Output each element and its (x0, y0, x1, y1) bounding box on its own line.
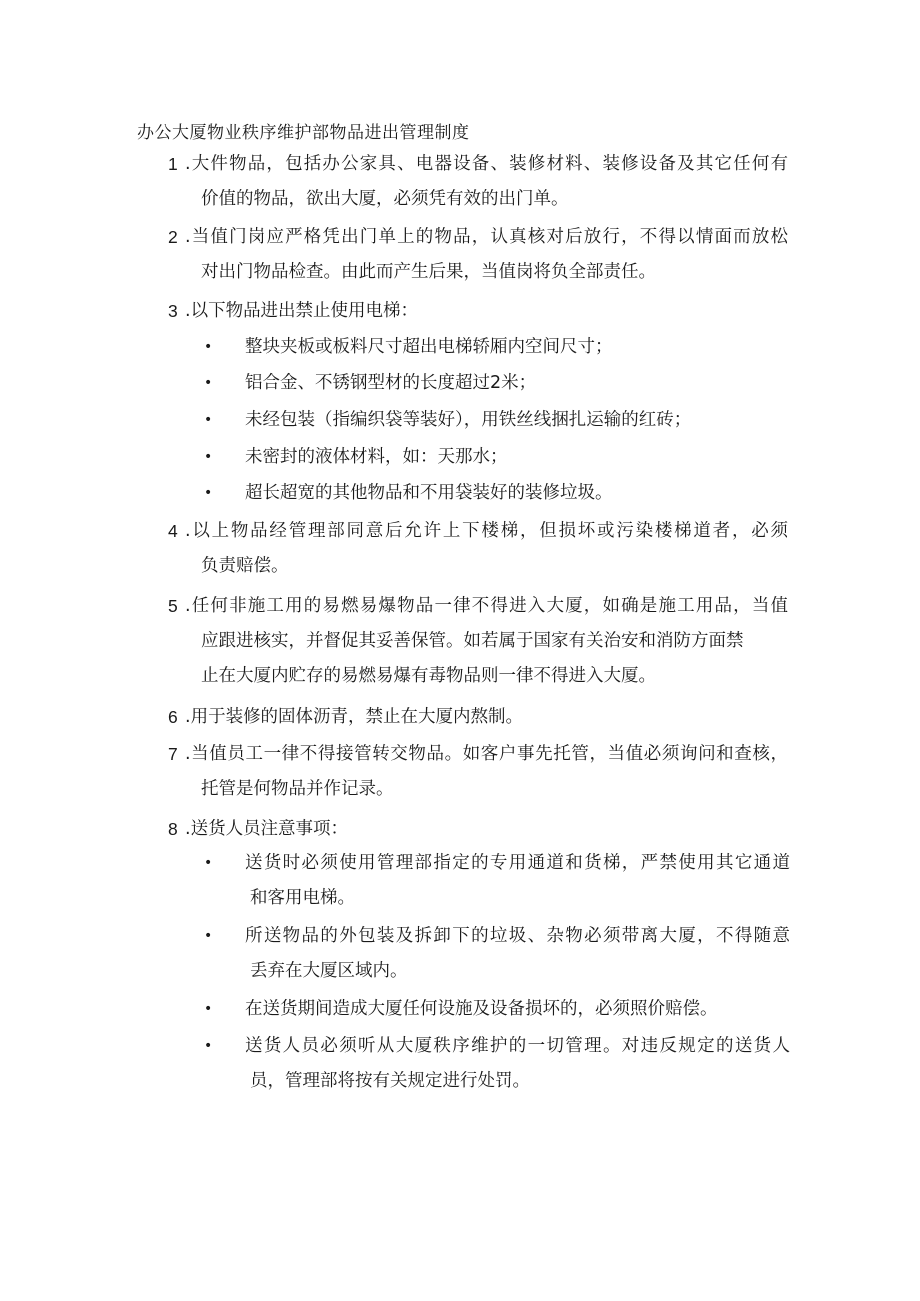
bullet-item (200, 1029, 790, 1099)
rule-text-line: .以上物品经管理部同意后允许上下楼梯，但损坏或污染楼梯道者，必须 (185, 521, 788, 541)
rule-item-3 (168, 294, 788, 329)
rule-text-line: 应跟进核实，并督促其妥善保管。如若属于国家有关治安和消防方面禁 (201, 631, 744, 651)
rule-item-8 (168, 812, 788, 847)
rule-number: 7 (168, 744, 178, 764)
rule-number: 5 (168, 596, 178, 616)
rule-text-line: .当值员工一律不得接管转交物品。如客户事先托管，当值必须询问和查核， (185, 744, 788, 764)
bullet-icon: • (204, 375, 213, 391)
rule-item-2 (168, 220, 788, 290)
document-title: 办公大厦物业秩序维护部物品进出管理制度 (137, 123, 470, 143)
bullet-text: 超长超宽的其他物品和不用袋装好的装修垃圾。 (245, 483, 613, 503)
bullet-icon: • (204, 1038, 213, 1054)
rule-number: 8 (168, 819, 178, 839)
bullet-text: 送货时必须使用管理部指定的专用通道和货梯，严禁使用其它通道 (245, 853, 790, 873)
rule-item-6 (168, 700, 788, 735)
rule-text-line: .送货人员注意事项： (185, 819, 349, 839)
rule-text-line: 负责赔偿。 (201, 556, 289, 576)
bullet-item (200, 846, 790, 916)
bullet-item (200, 476, 790, 511)
bullet-text: 整块夹板或板料尺寸超出电梯轿厢内空间尺寸； (245, 337, 613, 357)
rule-text-line: 对出门物品检查。由此而产生后果，当值岗将负全部责任。 (201, 262, 656, 282)
rule-item-7 (168, 737, 788, 807)
bullet-text: 送货人员必须听从大厦秩序维护的一切管理。对违反规定的送货人 (245, 1036, 790, 1056)
bullet-text: 未经包装（指编织袋等装好），用铁丝线捆扎运输的红砖； (245, 410, 692, 430)
bullet-text: 在送货期间造成大厦任何设施及设备损坏的，必须照价赔偿。 (245, 999, 718, 1019)
rule-number: 6 (168, 707, 178, 727)
rule-item-4 (168, 514, 788, 584)
rule-text-line: 止在大厦内贮存的易燃易爆有毒物品则一律不得进入大厦。 (201, 666, 656, 686)
bullet-icon: • (204, 412, 213, 428)
bullet-item (200, 403, 790, 438)
rule-number: 4 (168, 521, 178, 541)
bullet-icon: • (204, 485, 213, 501)
bullet-item (200, 330, 790, 365)
bullet-text: 所送物品的外包装及拆卸下的垃圾、杂物必须带离大厦，不得随意 (245, 926, 790, 946)
rule-text-line: .任何非施工用的易燃易爆物品一律不得进入大厦，如确是施工用品，当值 (185, 596, 788, 616)
bullet-text: 铝合金、不锈钢型材的长度超过2米； (245, 373, 537, 393)
bullet-icon: • (204, 855, 213, 871)
bullet-text: 员，管理部将按有关规定进行处罚。 (250, 1071, 530, 1091)
rule-text-line: .用于装修的固体沥青，禁止在大厦内熬制。 (185, 707, 524, 727)
rule-text-line: .当值门岗应严格凭出门单上的物品，认真核对后放行，不得以情面而放松 (185, 227, 788, 247)
bullet-item (200, 919, 790, 989)
rule-text-line: .大件物品，包括办公家具、电器设备、装修材料、装修设备及其它任何有 (185, 154, 788, 174)
bullet-icon: • (204, 449, 213, 465)
bullet-item (200, 366, 790, 401)
bullet-icon: • (204, 1001, 213, 1017)
rule-text-line: 价值的物品，欲出大厦，必须凭有效的出门单。 (201, 189, 569, 209)
rule-number: 3 (168, 301, 178, 321)
bullet-text: 丢弃在大厦区域内。 (250, 961, 408, 981)
rule-item-5 (168, 589, 788, 694)
bullet-icon: • (204, 928, 213, 944)
bullet-item (200, 992, 790, 1027)
rule-number: 1 (168, 154, 178, 174)
bullet-item (200, 440, 790, 475)
rule-number: 2 (168, 227, 178, 247)
bullet-icon: • (204, 339, 213, 355)
rule-text-line: .以下物品进出禁止使用电梯： (185, 301, 419, 321)
rule-item-1 (168, 147, 788, 217)
bullet-text: 和客用电梯。 (250, 888, 355, 908)
rule-text-line: 托管是何物品并作记录。 (201, 779, 394, 799)
bullet-text: 未密封的液体材料，如：天那水； (245, 447, 508, 467)
